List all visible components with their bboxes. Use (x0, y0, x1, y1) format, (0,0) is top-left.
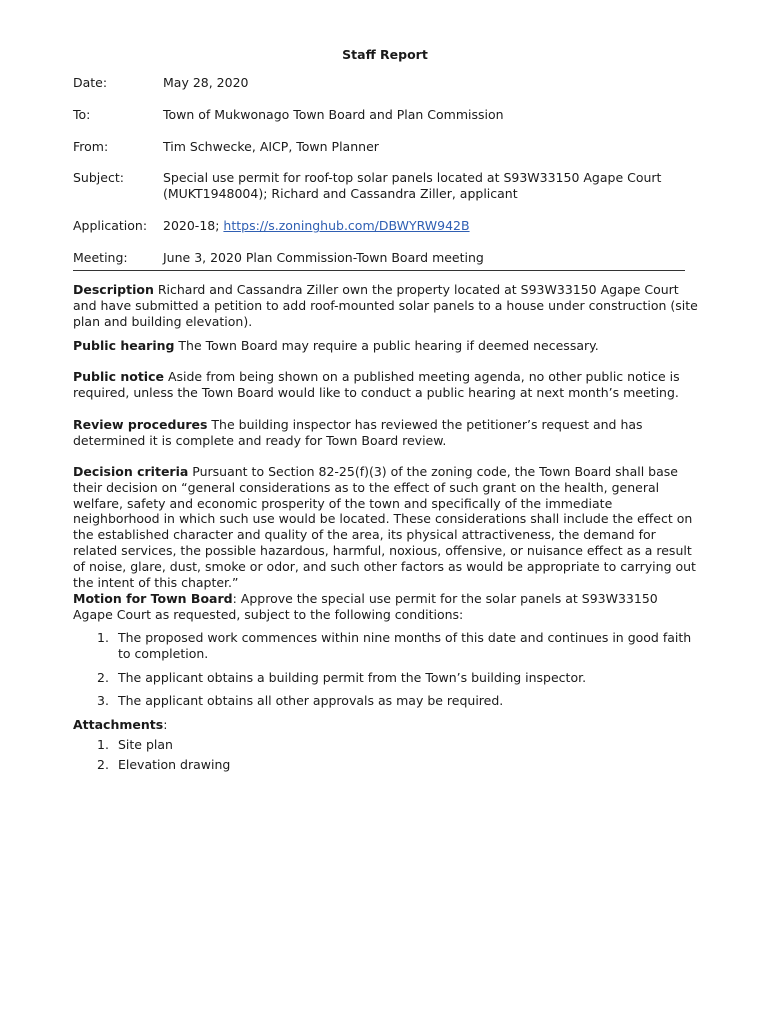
motion-text: : Approve the special use permit for the solar panels at S93W33150 Agape Court as requested, subject to the following conditions: (73, 591, 658, 622)
list-item-number: 3. (97, 693, 109, 708)
subject-value: Special use permit for roof-top solar panels located at S93W33150 Agape Court (MUKT1948004); Richard and Cassandra Ziller, applicant (163, 170, 662, 201)
subject-label: Subject: (73, 170, 124, 185)
review-procedures-text: The building inspector has reviewed the petitioner’s request and has determined it is complete and ready for Town Board review. (73, 417, 643, 448)
attachments-colon: : (163, 717, 168, 732)
list-item-number: 1. (97, 630, 109, 645)
date-value: May 28, 2020 (163, 75, 249, 90)
review-procedures-heading: Review procedures (73, 417, 208, 432)
public-hearing-heading: Public hearing (73, 338, 175, 353)
application-value (163, 218, 703, 234)
list-item-text: The applicant obtains all other approvals as may be required. (118, 693, 504, 708)
attachments-heading: Attachments (73, 717, 164, 732)
review-procedures-paragraph (73, 417, 698, 449)
list-item-number: 2. (97, 757, 109, 772)
decision-criteria-paragraph (73, 464, 698, 590)
list-item-number: 1. (97, 737, 109, 752)
meeting-value: June 3, 2020 Plan Commission-Town Board meeting (163, 250, 484, 265)
attachments-heading-line (73, 717, 698, 733)
application-number: 2020-18; (163, 218, 224, 233)
header-divider (73, 270, 685, 271)
public-notice-paragraph (73, 369, 698, 401)
public-hearing-paragraph (73, 338, 698, 354)
page-title: Staff Report (342, 47, 428, 62)
list-item-text: Elevation drawing (118, 757, 231, 772)
list-item-text: The proposed work commences within nine months of this date and continues in good faith to completion. (118, 630, 692, 661)
date-label: Date: (73, 75, 108, 90)
meeting-label: Meeting: (73, 250, 128, 265)
description-paragraph (73, 282, 698, 329)
from-label: From: (73, 139, 109, 154)
list-item-text: Site plan (118, 737, 173, 752)
decision-criteria-text: Pursuant to Section 82-25(f)(3) of the zoning code, the Town Board shall base their decision on “general considerations as to the effect of such grant on the health, general welfare, safety and economic prosperity of the town and specifically of the immediate neighborhood in which such use would be located. These considerations shall include the effect on the established character and quality of the area, its physical attractiveness, the demand for related services, the possible hazardous, harmful, noxious, offensive, or nuisance effect as a result of noise, glare, dust, smoke or odor, and such other factors as would be appropriate to carrying out the intent of this chapter.” (73, 464, 696, 590)
list-item-number: 2. (97, 670, 109, 685)
application-label: Application: (73, 218, 148, 233)
motion-paragraph (73, 591, 698, 623)
motion-heading: Motion for Town Board (73, 591, 233, 606)
decision-criteria-heading: Decision criteria (73, 464, 189, 479)
to-label: To: (73, 107, 91, 122)
to-value: Town of Mukwonago Town Board and Plan Commission (163, 107, 504, 122)
from-value: Tim Schwecke, AICP, Town Planner (163, 139, 379, 154)
description-heading: Description (73, 282, 154, 297)
public-notice-heading: Public notice (73, 369, 164, 384)
public-notice-text: Aside from being shown on a published meeting agenda, no other public notice is required, unless the Town Board would like to conduct a public hearing at next month’s meeting. (73, 369, 680, 400)
public-hearing-text: The Town Board may require a public hearing if deemed necessary. (174, 338, 599, 353)
zoninghub-link[interactable]: https://s.zoninghub.com/DBWYRW942B (223, 218, 470, 233)
list-item-text: The applicant obtains a building permit from the Town’s building inspector. (118, 670, 587, 685)
description-text: Richard and Cassandra Ziller own the property located at S93W33150 Agape Court and have submitted a petition to add roof-mounted solar panels to a house under construction (site plan and building elevation). (73, 282, 698, 329)
